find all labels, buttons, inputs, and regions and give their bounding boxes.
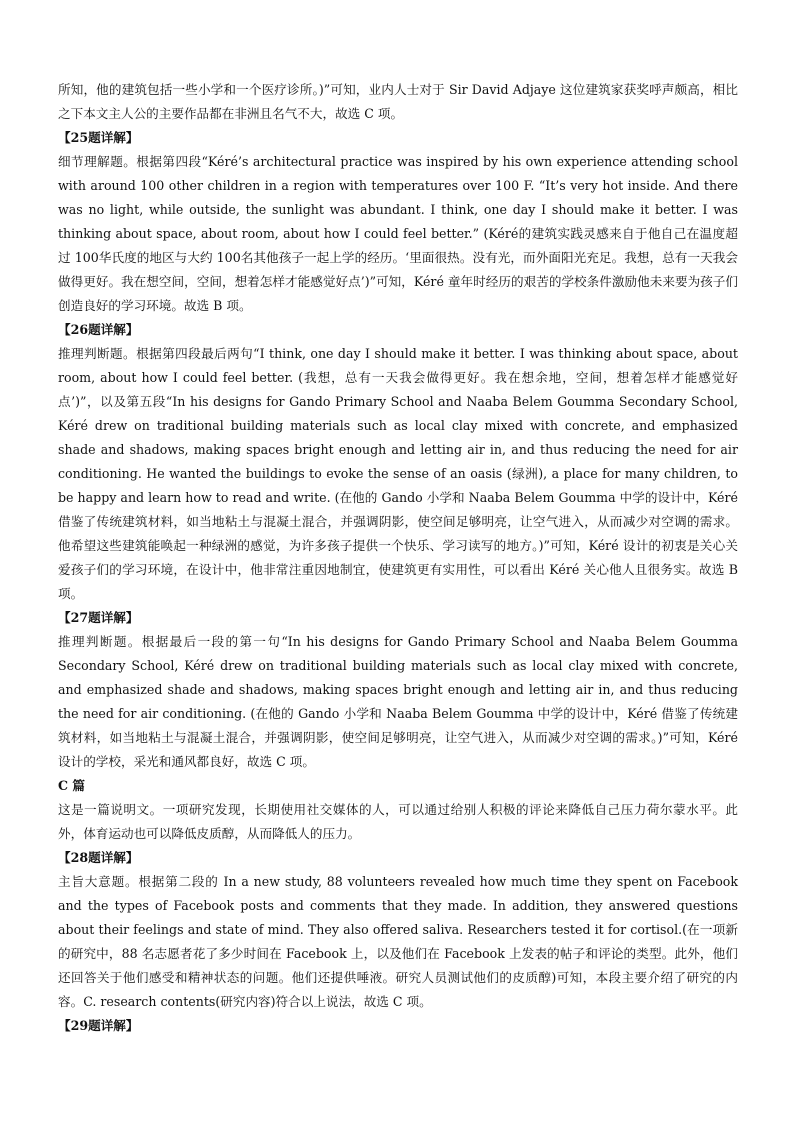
document-page xyxy=(58,78,738,1038)
heading-q25: 【25题详解】 xyxy=(58,130,139,145)
paragraph-q28-explanation: 主旨大意题。根据第二段的 In a new study, 88 volunteers revealed how much time they spent on Facebook and the types of Facebook posts and comments that they made. In addition, they answered questions about their feelings and state of mind. They also offered saliva. Researchers tested it for cortisol.(在一项新的研究中，88 名志愿者花了多少时间在 Facebook 上，以及他们在 Facebook 上发表的帖子和评论的类型。此外，他们还回答关于他们感受和精神状态的问题。他们还提供唾液。研究人员测试他们的皮质醇)可知，本段主要介绍了研究的内容。C. research contents(研究内容)符合以上说法，故选 C 项。 xyxy=(58,874,738,1009)
paragraph-q27-explanation: 推理判断题。根据最后一段的第一句“In his designs for Gando Primary School and Naaba Belem Goumma Secondary School, Kéré drew on traditional building materials such as local clay mixed with concrete, and emphasized shade and shadows, making spaces bright enough and letting air in, and thus reducing the need for air conditioning. (在他的 Gando 小学和 Naaba Belem Goumma 中学的设计中，Kéré 借鉴了传统建筑材料，如当地粘土与混凝土混合，并强调阴影，使空间足够明亮，让空气进入，从而减少对空调的需求。)”可知，Kéré 设计的学校，采光和通风都良好，故选 C 项。 xyxy=(58,634,738,769)
paragraph-q26-explanation: 推理判断题。根据第四段最后两句“I think, one day I should make it better. I was thinking about space, about room, about how I could feel better. (我想，总有一天我会做得更好。我在想余地，空间，想着怎样才能感觉好点’)”，以及第五段“In his designs for Gando Primary School and Naaba Belem Goumma Secondary School, Kéré drew on traditional building materials such as local clay mixed with concrete, and emphasized shade and shadows, making spaces bright enough and letting air in, and thus reducing the need for air conditioning. He wanted the buildings to evoke the sense of an oasis (绿洲), a place for many children, to be happy and learn how to read and write. (在他的 Gando 小学和 Naaba Belem Goumma 中学的设计中，Kéré 借鉴了传统建筑材料，如当地粘土与混凝土混合，并强调阴影，使空间足够明亮，让空气进入，从而减少对空调的需求。他希望这些建筑能唤起一种绿洲的感觉，为许多孩子提供一个快乐、学习读写的地方。)”可知，Kéré 设计的初衷是关心关爱孩子们的学习环境，在设计中，他非常注重因地制宜，使建筑更有实用性，可以看出 Kéré 关心他人且很务实。故选 B 项。 xyxy=(58,346,738,601)
paragraph-q25-explanation: 细节理解题。根据第四段“Kéré’s architectural practice was inspired by his own experience attending school with around 100 other children in a region with temperatures over 100 F. “It’s very hot inside. And there was no light, while outside, the sunlight was abundant. I think, one day I should make it better. I was thinking about space, about room, about how I could feel better.” (Kéré的建筑实践灵感来自于他自己在温度超过 100华氏度的地区与大约 100名其他孩子一起上学的经历。‘里面很热。没有光，而外面阳光充足。我想，总有一天我会做得更好。我在想空间，空间，想着怎样才能感觉好点’)”可知，Kéré 童年时经历的艰苦的学校条件激励他未来要为孩子们创造良好的学习环境。故选 B 项。 xyxy=(58,154,738,313)
heading-q28: 【28题详解】 xyxy=(58,850,139,865)
heading-q26: 【26题详解】 xyxy=(58,322,139,337)
heading-q27: 【27题详解】 xyxy=(58,610,139,625)
heading-q29: 【29题详解】 xyxy=(58,1018,139,1033)
paragraph-section-c-summary: 这是一篇说明文。一项研究发现，长期使用社交媒体的人，可以通过给别人积极的评论来降低自己压力荷尔蒙水平。此外，体育运动也可以降低皮质醇，从而降低人的压力。 xyxy=(58,802,738,841)
heading-section-c: C 篇 xyxy=(58,778,86,793)
paragraph-24-conclusion: 所知，他的建筑包括一些小学和一个医疗诊所。)”可知，业内人士对于 Sir David Adjaye 这位建筑家获奖呼声颇高，相比之下本文主人公的主要作品都在非洲且名气不大，故选 C 项。 xyxy=(58,82,738,121)
